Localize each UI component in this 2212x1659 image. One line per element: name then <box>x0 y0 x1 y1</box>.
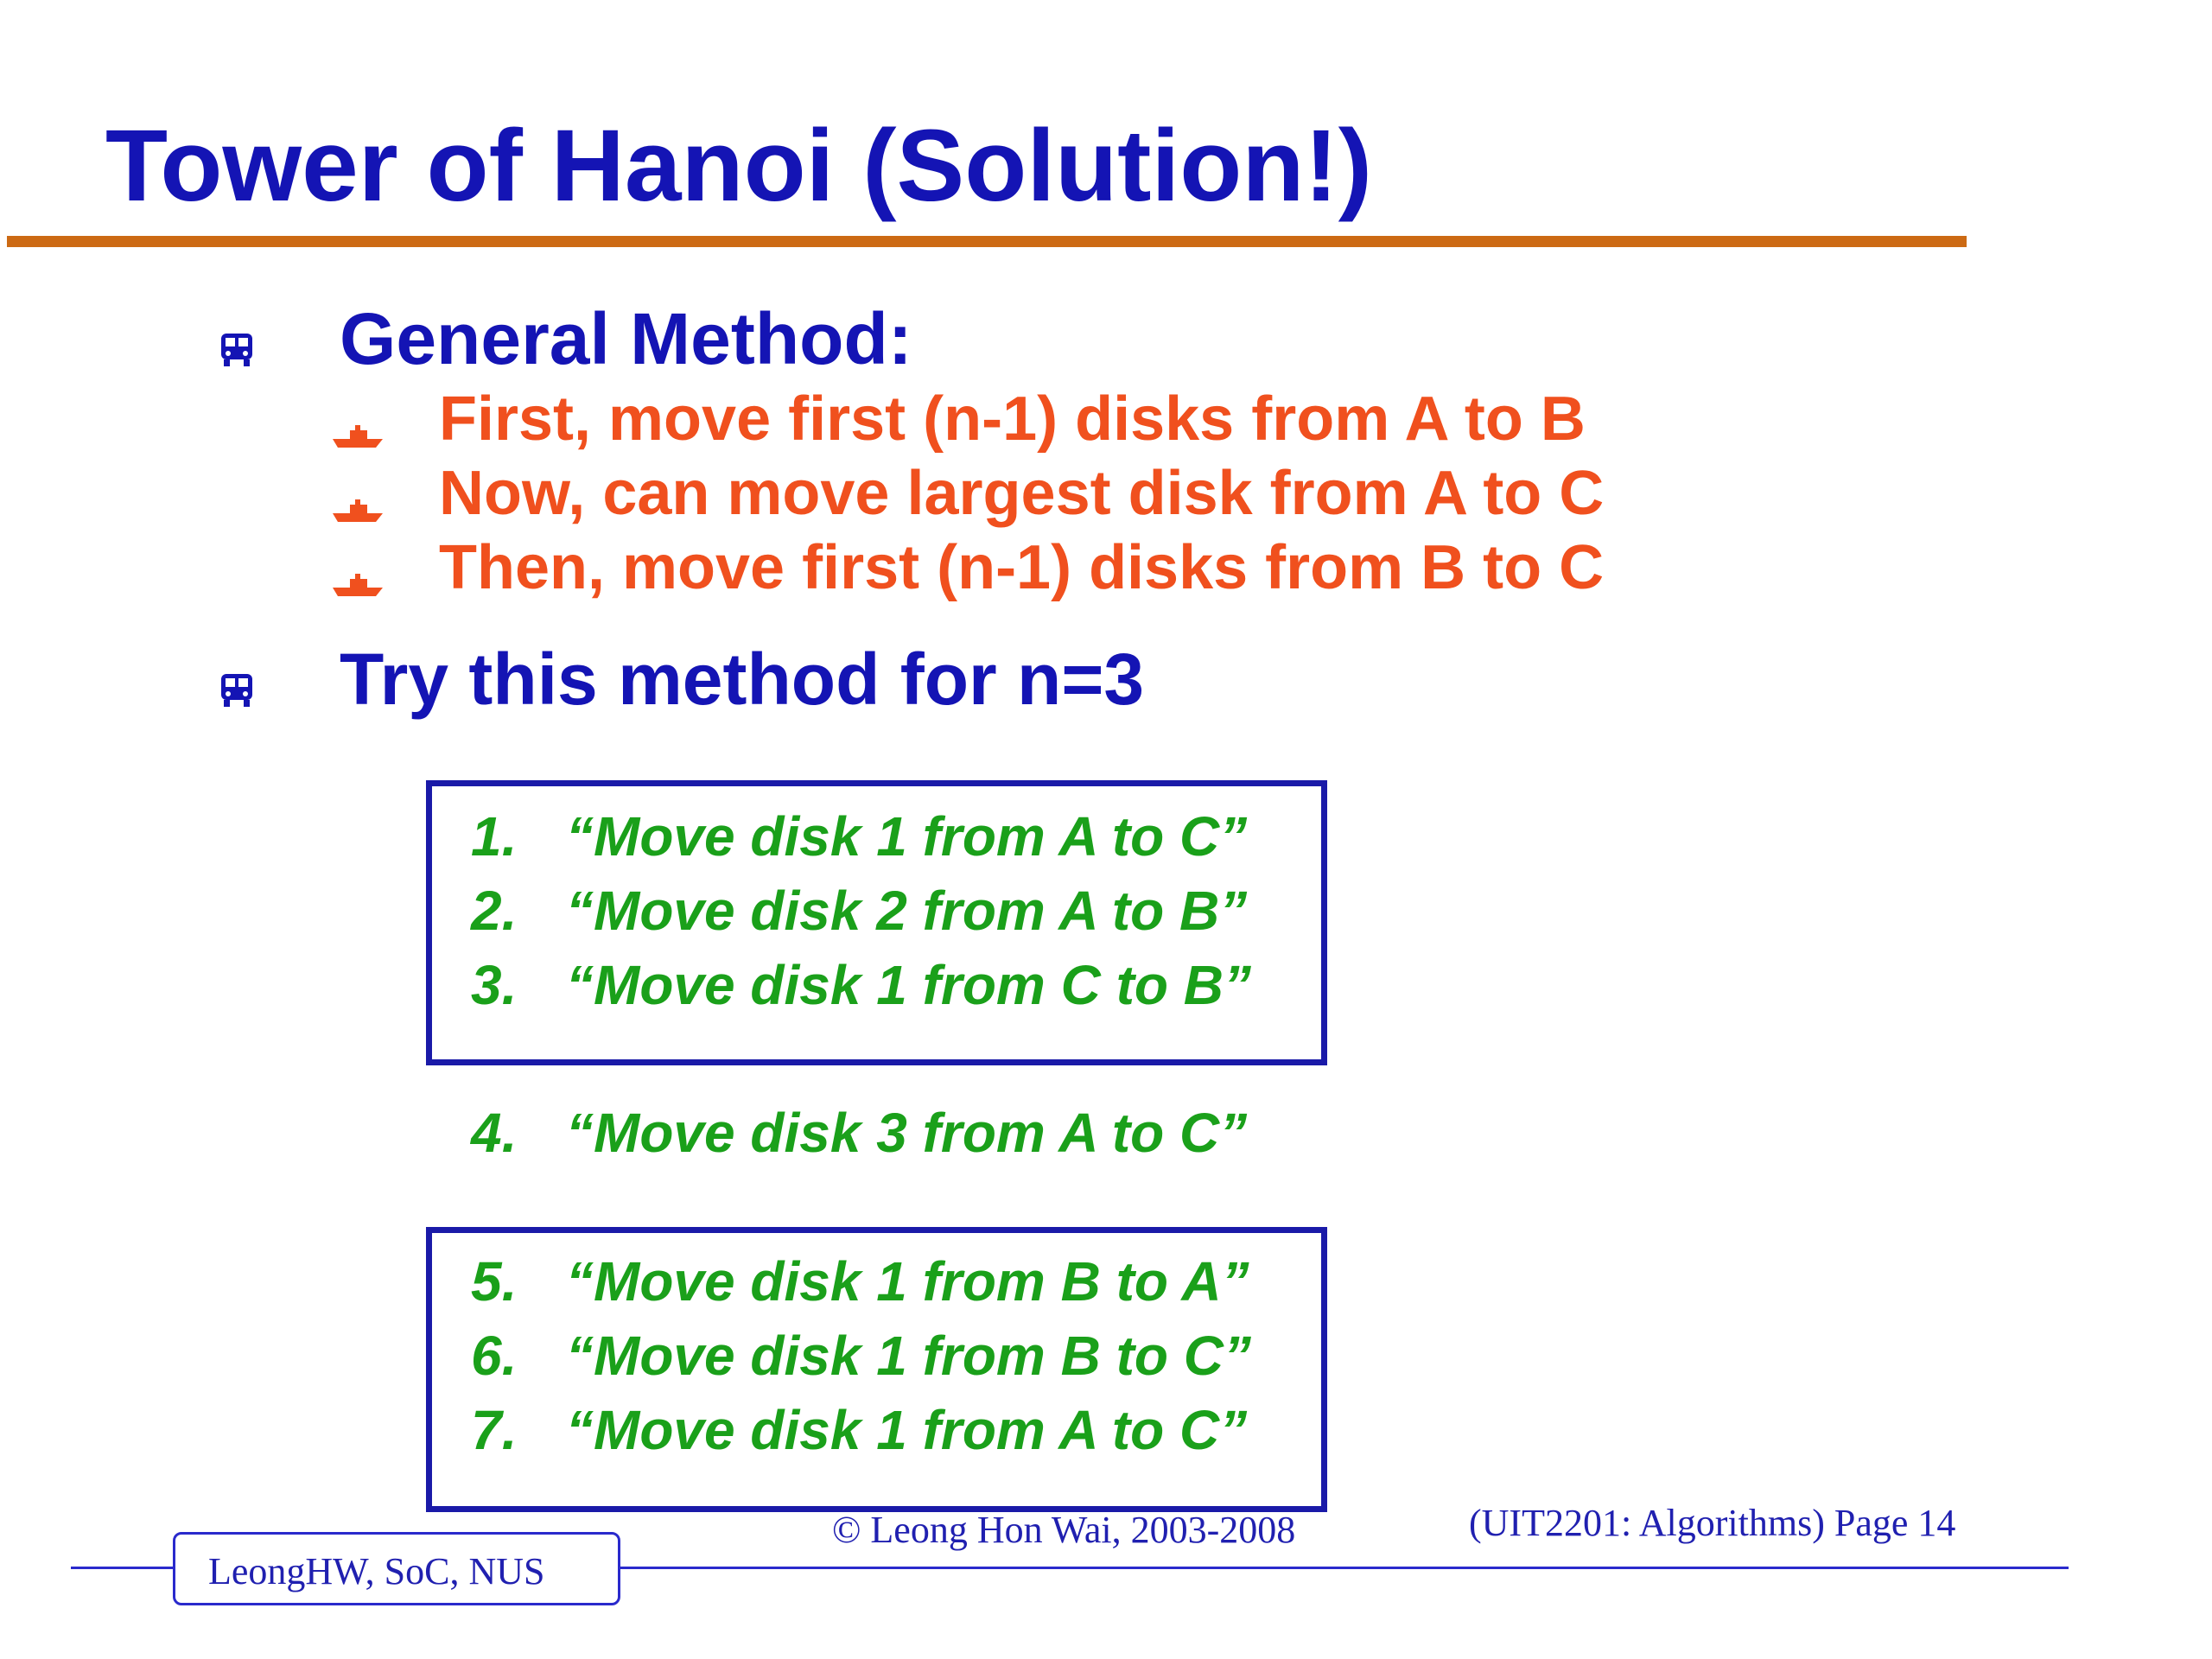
ship-icon <box>331 572 385 600</box>
subbullet-1: First, move first (n-1) disks from A to B <box>439 385 1586 454</box>
step-2 <box>471 880 1247 941</box>
step-1 <box>471 806 1247 867</box>
slide-title: Tower of Hanoi (Solution!) <box>105 109 1373 223</box>
step-text: “Move disk 1 from B to A” <box>566 1250 1249 1313</box>
step-4 <box>471 1103 1247 1163</box>
bullet-general-method: General Method: <box>340 298 912 379</box>
step-text: “Move disk 2 from A to B” <box>566 880 1248 942</box>
step-number: 1. <box>471 805 518 868</box>
step-5 <box>471 1251 1249 1312</box>
bullet-try-method: Try this method for n=3 <box>340 639 1145 720</box>
step-text: “Move disk 1 from A to C” <box>566 805 1248 868</box>
step-3 <box>471 955 1251 1015</box>
ship-icon <box>331 423 385 451</box>
footer-page: (UIT2201: Algorithms) Page 14 <box>1469 1502 1956 1544</box>
step-text: “Move disk 1 from A to C” <box>566 1399 1248 1461</box>
step-text: “Move disk 1 from C to B” <box>566 954 1251 1016</box>
step-number: 7. <box>471 1399 518 1461</box>
step-number: 5. <box>471 1250 518 1313</box>
bus-icon <box>218 330 256 368</box>
footer-author: LeongHW, SoC, NUS <box>208 1550 545 1592</box>
title-divider <box>7 236 1967 247</box>
step-number: 4. <box>471 1102 518 1164</box>
subbullet-3: Then, move first (n-1) disks from B to C <box>439 533 1605 602</box>
step-number: 2. <box>471 880 518 942</box>
step-number: 6. <box>471 1325 518 1387</box>
ship-icon <box>331 498 385 525</box>
step-text: “Move disk 3 from A to C” <box>566 1102 1248 1164</box>
step-number: 3. <box>471 954 518 1016</box>
step-text: “Move disk 1 from B to C” <box>566 1325 1251 1387</box>
step-6 <box>471 1325 1251 1386</box>
bus-icon <box>218 671 256 709</box>
step-7 <box>471 1400 1247 1460</box>
subbullet-2: Now, can move largest disk from A to C <box>439 459 1605 528</box>
footer-copyright: © Leong Hon Wai, 2003-2008 <box>832 1509 1296 1551</box>
